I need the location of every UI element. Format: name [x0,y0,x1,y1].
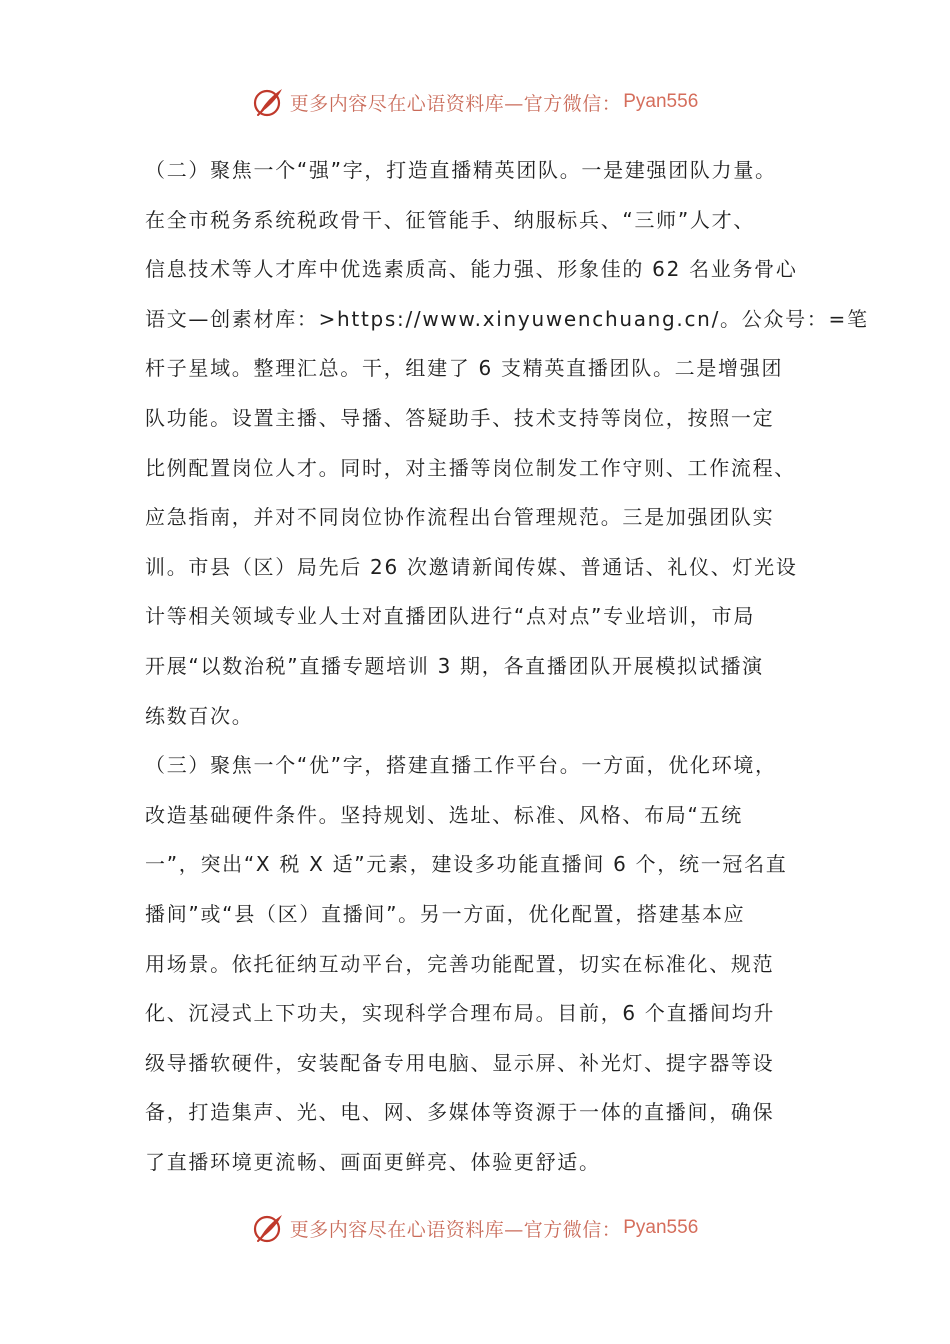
header-banner [0,80,950,124]
header-banner-text: 更多内容尽在心语资料库—官方微信： [289,92,622,115]
body-line: 化、沉浸式上下功夫，实现科学合理布局。目前，6 个直播间均升 [145,1001,776,1026]
body-line: 备，打造集声、光、电、网、多媒体等资源于一体的直播间，确保 [145,1100,775,1125]
footer-wechat-id: Pyan556 [623,1217,699,1238]
body-line: 练数百次。 [145,703,254,728]
body-line: 比例配置岗位人才。同时，对主播等岗位制发工作守则、工作流程、 [145,455,796,480]
body-line: 在全市税务系统税政骨干、征管能手、纳服标兵、“三师”人才、 [145,207,756,232]
body-line: （三）聚焦一个“优”字，搭建直播工作平台。一方面，优化环境， [145,753,777,778]
body-line: 一”，突出“X 税 X 适”元素，建设多功能直播间 6 个，统一冠名直 [145,852,788,877]
body-line: 信息技术等人才库中优选素质高、能力强、形象佳的 62 名业务骨心 [145,257,798,282]
body-line: 计等相关领域专业人士对直播团队进行“点对点”专业培训，市局 [145,604,756,629]
document-body [145,146,869,1187]
body-line: 语文—创素材库：>https://www.xinyuwenchuang.cn/。公众号：=笔 [145,306,869,331]
footer-banner [0,1206,950,1250]
quill-pen-logo-icon [252,1211,286,1245]
body-line: 应急指南，并对不同岗位协作流程出台管理规范。三是加强团队实 [145,505,775,530]
body-line: 开展“以数治税”直播专题培训 3 期，各直播团队开展模拟试播演 [145,653,764,678]
body-line: 用场景。依托征纳互动平台，完善功能配置，切实在标准化、规范 [145,951,775,976]
body-line: 播间”或“县（区）直播间”。另一方面，优化配置，搭建基本应 [145,901,746,926]
body-line: 训。市县（区）局先后 26 次邀请新闻传媒、普通话、礼仪、灯光设 [145,554,798,579]
footer-banner-text: 更多内容尽在心语资料库—官方微信： [289,1218,622,1241]
header-wechat-id: Pyan556 [623,91,699,112]
body-line: 杆子星域。整理汇总。干，组建了 6 支精英直播团队。二是增强团 [145,356,784,381]
quill-pen-logo-icon [252,85,286,119]
body-line: 队功能。设置主播、导播、答疑助手、技术支持等岗位，按照一定 [145,405,775,430]
body-line: 了直播环境更流畅、画面更鲜亮、体验更舒适。 [145,1149,601,1174]
body-line: 级导播软硬件，安装配备专用电脑、显示屏、补光灯、提字器等设 [145,1050,775,1075]
body-line: （二）聚焦一个“强”字，打造直播精英团队。一是建强团队力量。 [145,158,777,182]
body-line: 改造基础硬件条件。坚持规划、选址、标准、风格、布局“五统 [145,802,743,827]
